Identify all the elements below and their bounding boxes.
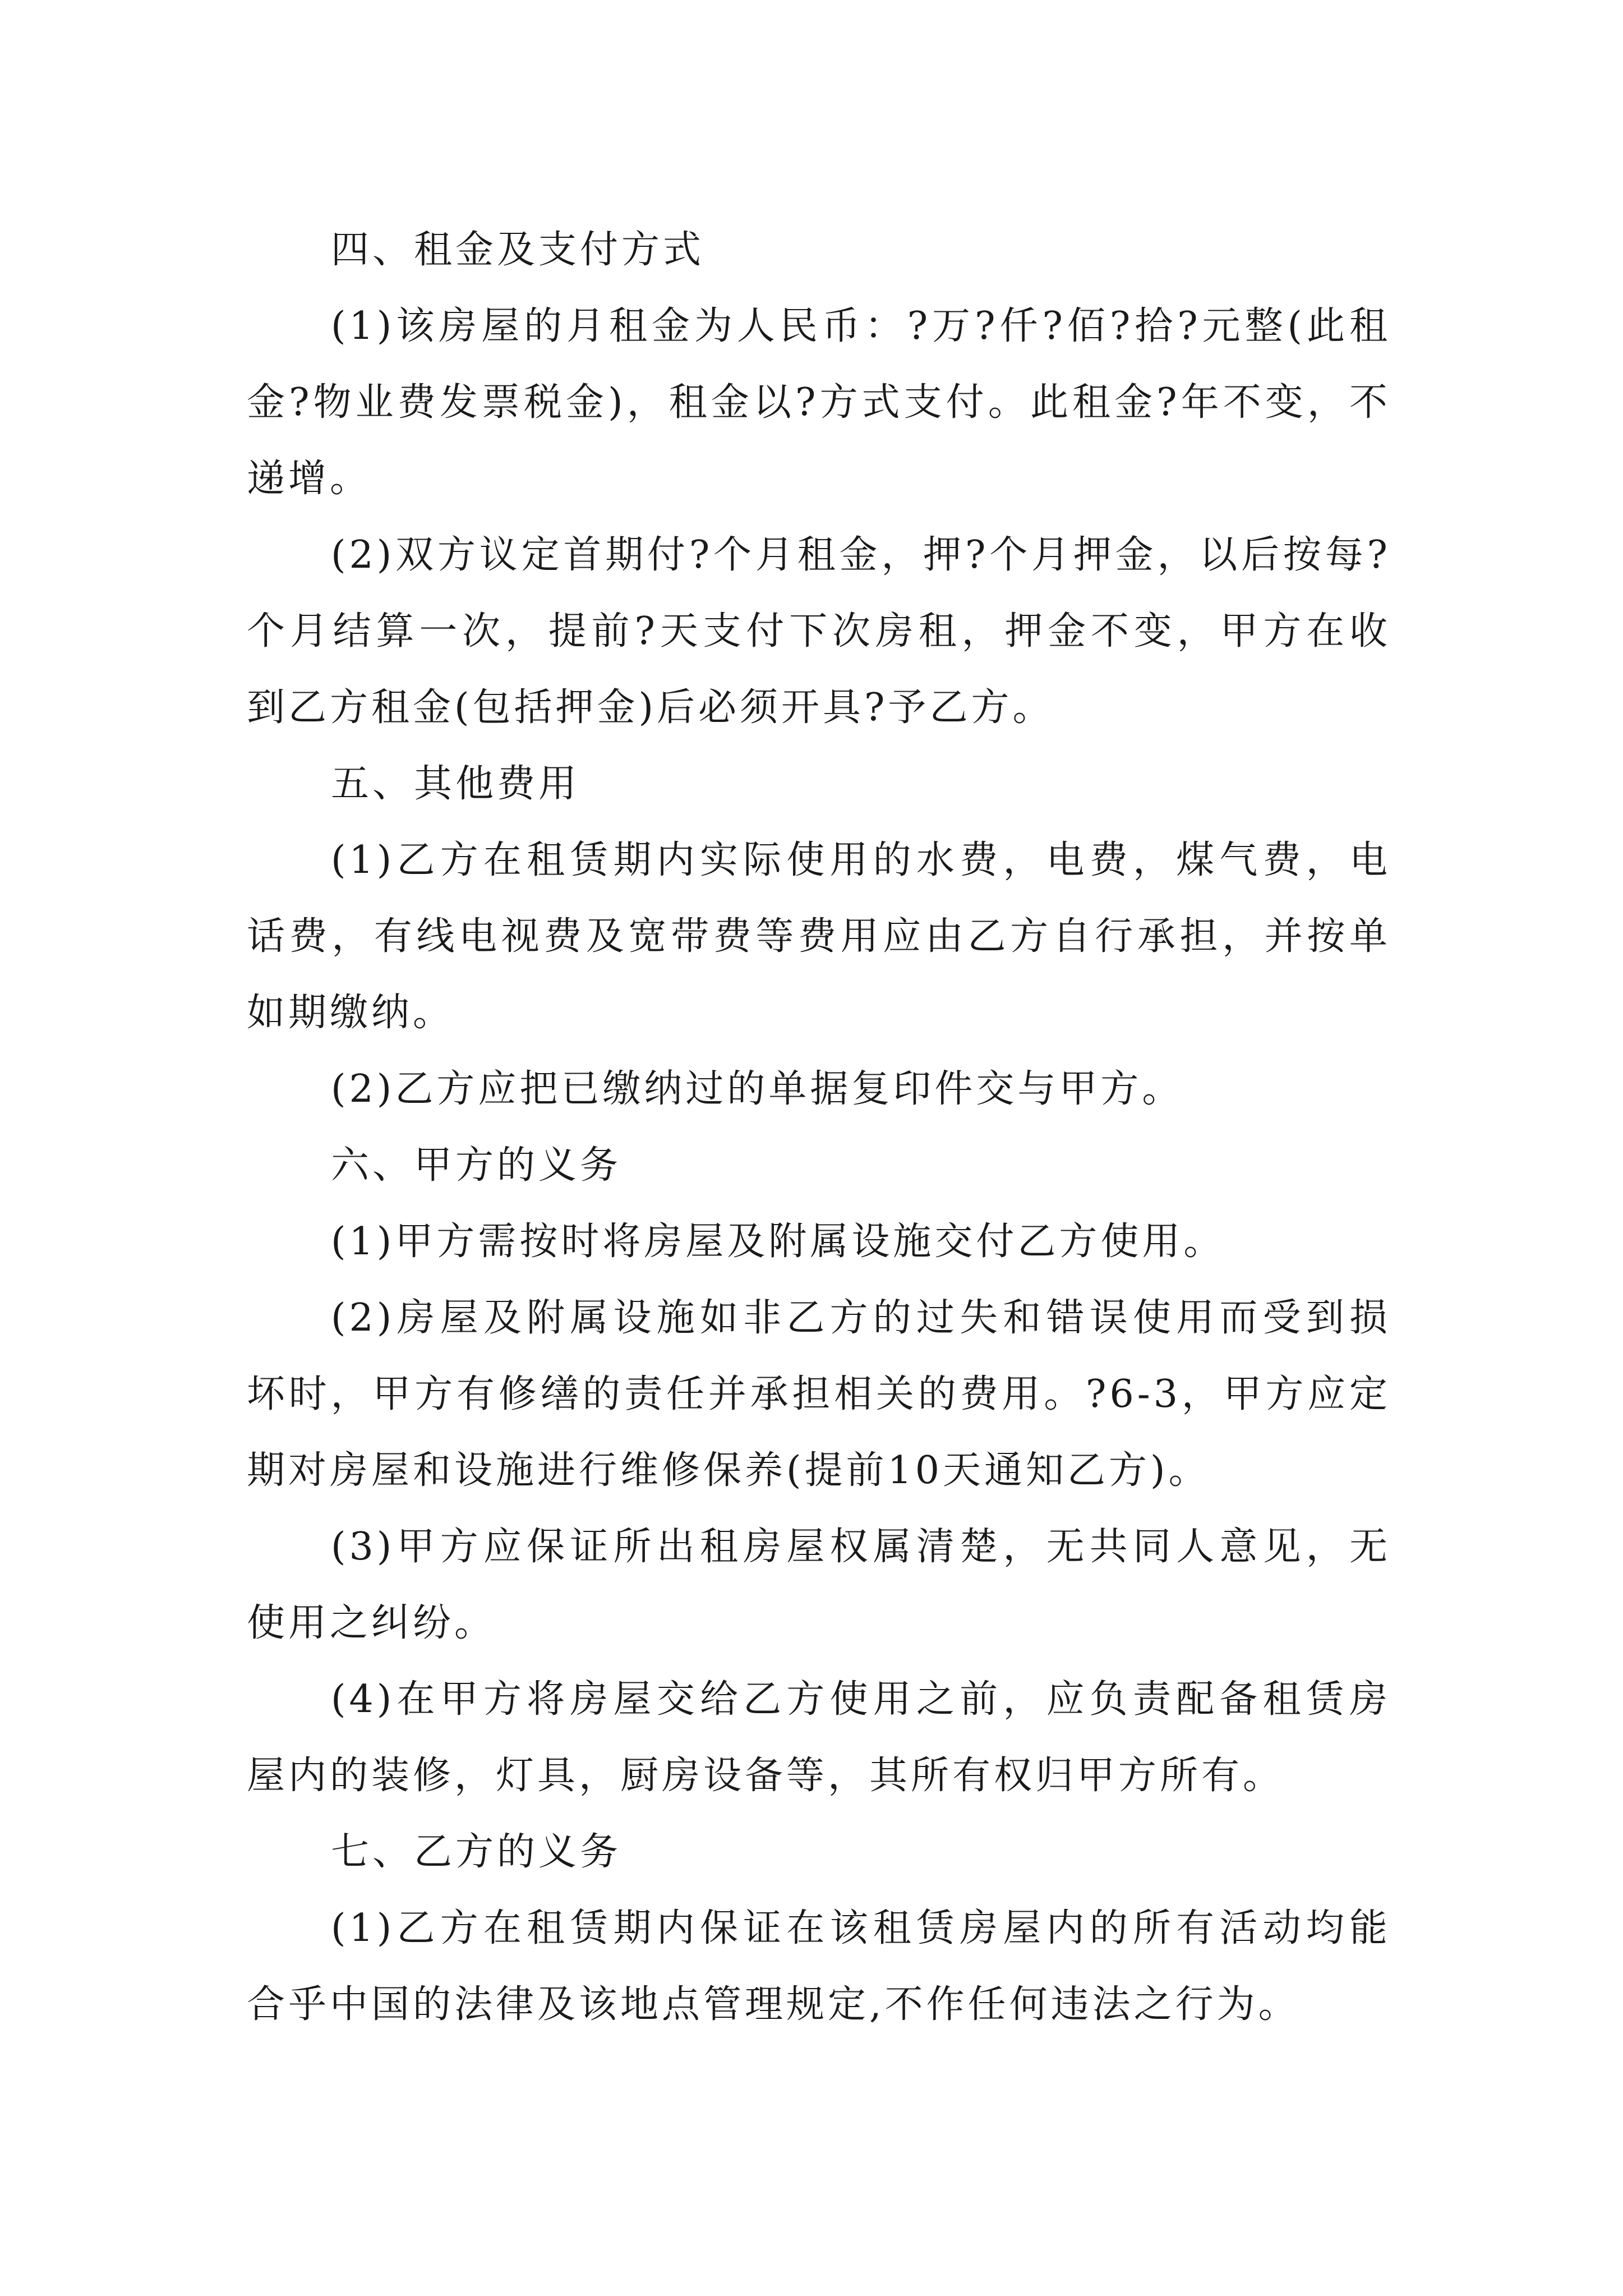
paragraph-party-a-4: (4)在甲方将房屋交给乙方使用之前，应负责配备租赁房屋内的装修，灯具，厨房设备等，其所有权归甲方所有。 xyxy=(247,1677,1391,1798)
section-heading-party-a-duties: 六、甲方的义务 xyxy=(331,1143,622,1188)
paragraph-rent-1: (1)该房屋的月租金为人民币：?万?仟?佰?拾?元整(此租金?物业费发票税金)，租金以?方式支付。此租金?年不变，不递增。 xyxy=(247,304,1391,501)
paragraph-party-b-1: (1)乙方在租赁期内保证在该租赁房屋内的所有活动均能合乎中国的法律及该地点管理规定,不作任何违法之行为。 xyxy=(247,1906,1391,2027)
paragraph-fees-2: (2)乙方应把已缴纳过的单据复印件交与甲方。 xyxy=(331,1067,1184,1111)
paragraph-party-a-1: (1)甲方需按时将房屋及附属设施交付乙方使用。 xyxy=(331,1220,1225,1264)
paragraph-rent-2: (2)双方议定首期付?个月租金，押?个月押金，以后按每?个月结算一次，提前?天支付下次房租，押金不变，甲方在收到乙方租金(包括押金)后必须开具?予乙方。 xyxy=(247,533,1391,730)
paragraph-fees-1: (1)乙方在租赁期内实际使用的水费，电费，煤气费，电话费，有线电视费及宽带费等费用应由乙方自行承担，并按单如期缴纳。 xyxy=(247,838,1391,1035)
paragraph-party-a-2: (2)房屋及附属设施如非乙方的过失和错误使用而受到损坏时，甲方有修缮的责任并承担相关的费用。?6-3，甲方应定期对房屋和设施进行维修保养(提前10天通知乙方)。 xyxy=(247,1296,1391,1493)
section-heading-other-fees: 五、其他费用 xyxy=(331,762,580,806)
document-body xyxy=(247,212,1391,2043)
section-heading-party-b-duties: 七、乙方的义务 xyxy=(331,1830,622,1874)
section-heading-rent: 四、租金及支付方式 xyxy=(331,228,705,272)
paragraph-party-a-3: (3)甲方应保证所出租房屋权属清楚，无共同人意见，无使用之纠纷。 xyxy=(247,1525,1391,1645)
